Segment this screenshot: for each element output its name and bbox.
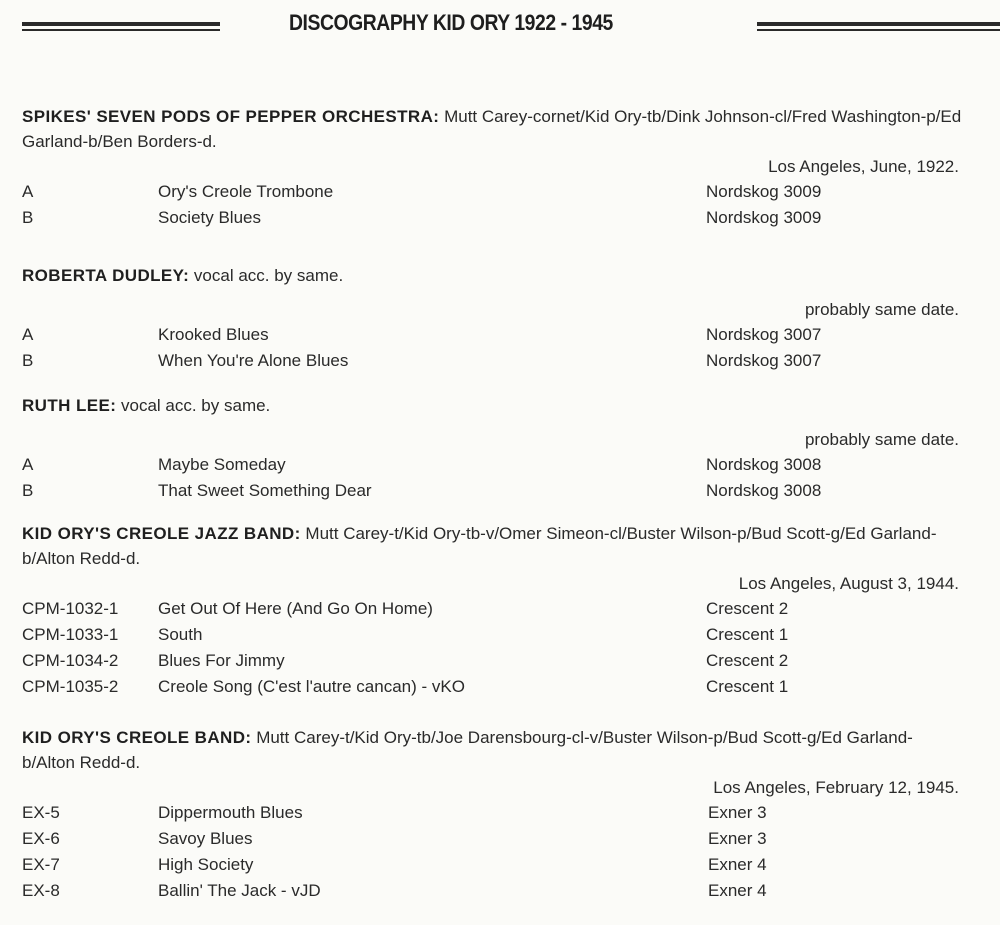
record-label: Exner 3 xyxy=(708,803,767,822)
personnel: Mutt Carey-t/Kid Ory-tb/Joe Darensbourg-cl-v/Buster Wilson-p/Bud Scott-g/Ed Garland-b/Alton Redd-d. xyxy=(22,728,913,772)
artist-name: KID ORY'S CREOLE JAZZ BAND: xyxy=(22,524,301,543)
place-date: probably same date. xyxy=(804,430,959,449)
title-row xyxy=(0,8,1000,44)
session-spikes-seven-pods xyxy=(22,104,962,231)
matrix-number: A xyxy=(22,325,34,344)
left-double-rule xyxy=(22,22,220,34)
artist-name: ROBERTA DUDLEY: xyxy=(22,266,190,285)
track-title: Society Blues xyxy=(158,208,261,227)
record-label: Nordskog 3008 xyxy=(706,455,822,474)
personnel: vocal acc. by same. xyxy=(193,266,344,285)
track-row xyxy=(22,452,962,478)
track-title: Krooked Blues xyxy=(158,325,269,344)
track-row xyxy=(22,878,962,904)
artist-name: KID ORY'S CREOLE BAND: xyxy=(22,728,252,747)
artist-name: SPIKES' SEVEN PODS OF PEPPER ORCHESTRA: xyxy=(22,107,440,126)
track-title: Get Out Of Here (And Go On Home) xyxy=(158,599,433,618)
track-title: Dippermouth Blues xyxy=(158,803,303,822)
matrix-number: CPM-1032-1 xyxy=(22,599,119,618)
session-header xyxy=(22,393,962,418)
track-title: Creole Song (C'est l'autre cancan) - vKO xyxy=(158,677,465,696)
session-roberta-dudley xyxy=(22,263,962,374)
matrix-number: A xyxy=(22,455,34,474)
track-title: Ory's Creole Trombone xyxy=(158,182,334,201)
session-creole-band xyxy=(22,725,962,904)
record-label: Exner 4 xyxy=(708,855,767,874)
track-row xyxy=(22,852,962,878)
track-title: Maybe Someday xyxy=(158,455,286,474)
session-header xyxy=(22,104,962,154)
place-date: Los Angeles, February 12, 1945. xyxy=(713,778,959,797)
track-row xyxy=(22,348,962,374)
artist-name: RUTH LEE: xyxy=(22,396,117,415)
record-label: Crescent 2 xyxy=(706,599,789,618)
session-header xyxy=(22,725,962,775)
matrix-number: B xyxy=(22,351,34,370)
personnel: Mutt Carey-cornet/Kid Ory-tb/Dink Johnson-cl/Fred Washington-p/Ed Garland-b/Ben Borders-d. xyxy=(22,107,962,151)
track-row xyxy=(22,622,962,648)
track-title: South xyxy=(158,625,203,644)
personnel: vocal acc. by same. xyxy=(121,396,271,415)
place-date: Los Angeles, June, 1922. xyxy=(768,157,959,176)
matrix-number: CPM-1033-1 xyxy=(22,625,119,644)
record-label: Nordskog 3007 xyxy=(706,325,822,344)
track-title: That Sweet Something Dear xyxy=(158,481,372,500)
session-header xyxy=(22,521,962,571)
matrix-number: CPM-1035-2 xyxy=(22,677,119,696)
matrix-number: B xyxy=(22,481,34,500)
page-title: DISCOGRAPHY KID ORY 1922 - 1945 xyxy=(289,10,613,35)
record-label: Nordskog 3009 xyxy=(706,182,822,201)
matrix-number: A xyxy=(22,182,34,201)
track-title: When You're Alone Blues xyxy=(158,351,349,370)
track-row xyxy=(22,826,962,852)
track-title: High Society xyxy=(158,855,254,874)
record-label: Exner 4 xyxy=(708,881,767,900)
personnel: Mutt Carey-t/Kid Ory-tb-v/Omer Simeon-cl/Buster Wilson-p/Bud Scott-g/Ed Garland-b/Alton Redd-d. xyxy=(22,524,937,568)
track-row xyxy=(22,674,962,700)
track-row xyxy=(22,205,962,231)
matrix-number: EX-8 xyxy=(22,881,60,900)
track-row xyxy=(22,800,962,826)
record-label: Nordskog 3009 xyxy=(706,208,822,227)
session-ruth-lee xyxy=(22,393,962,504)
record-label: Crescent 1 xyxy=(706,677,789,696)
matrix-number: EX-6 xyxy=(22,829,60,848)
session-header xyxy=(22,263,962,288)
record-label: Nordskog 3007 xyxy=(706,351,822,370)
record-label: Exner 3 xyxy=(708,829,767,848)
track-row xyxy=(22,322,962,348)
session-creole-jazz-band xyxy=(22,521,962,700)
track-title: Savoy Blues xyxy=(158,829,253,848)
matrix-number: B xyxy=(22,208,34,227)
track-title: Ballin' The Jack - vJD xyxy=(158,881,321,900)
place-date: Los Angeles, August 3, 1944. xyxy=(738,574,959,593)
matrix-number: EX-7 xyxy=(22,855,60,874)
track-title: Blues For Jimmy xyxy=(158,651,285,670)
track-row xyxy=(22,648,962,674)
record-label: Crescent 2 xyxy=(706,651,789,670)
track-row xyxy=(22,478,962,504)
record-label: Crescent 1 xyxy=(706,625,789,644)
track-row xyxy=(22,596,962,622)
track-row xyxy=(22,179,962,205)
matrix-number: CPM-1034-2 xyxy=(22,651,119,670)
right-double-rule xyxy=(757,22,1000,34)
place-date: probably same date. xyxy=(804,300,959,319)
matrix-number: EX-5 xyxy=(22,803,60,822)
record-label: Nordskog 3008 xyxy=(706,481,822,500)
